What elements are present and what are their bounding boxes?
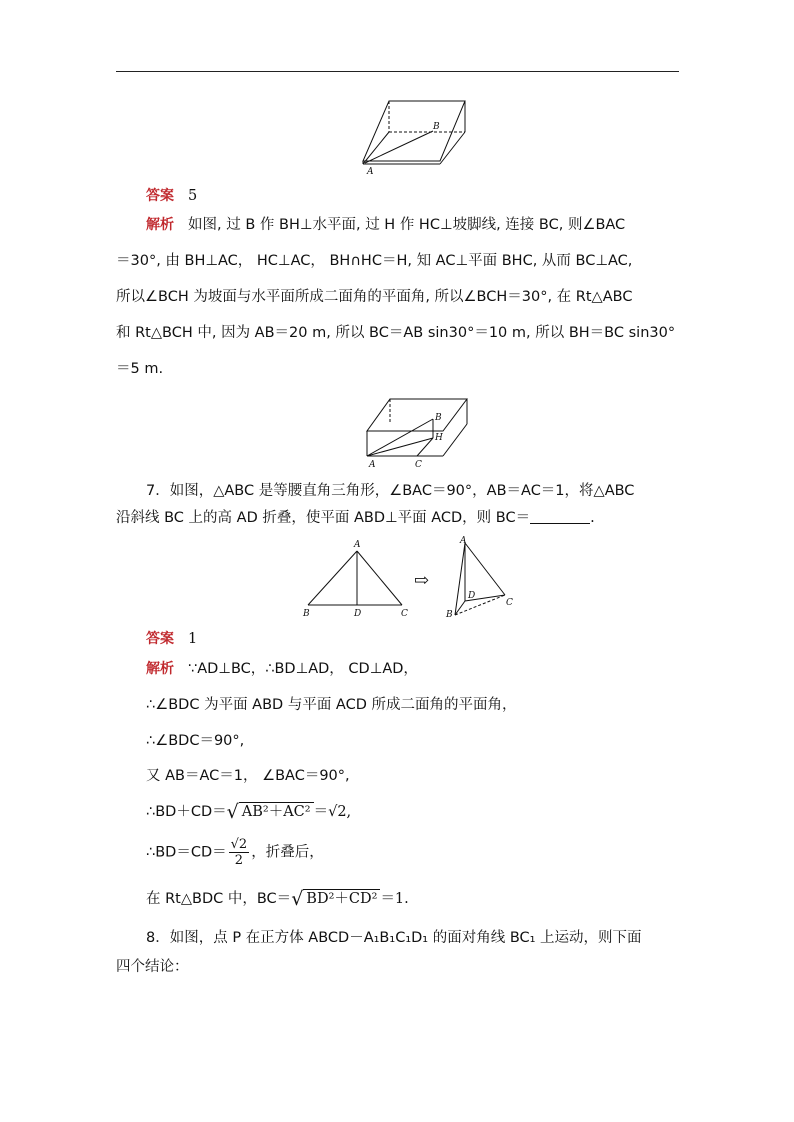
fig4-label-a: A [460,536,467,546]
fig1-label-b: B [433,122,440,132]
fig3-label-b: B [303,609,310,619]
fraction: $\frac{√2}{2}$ [230,837,248,868]
fig2-label-c: C [415,460,422,470]
q7-step-5: ∴BD＋CD＝√ AB²＋AC² ＝√2, [146,801,352,823]
fig4-label-b: B [446,610,453,620]
q6-analysis-line-3: 所以∠BCH 为坡面与水平面所成二面角的平面角, 所以∠BCH＝30°, 在 Rt△ABC [116,289,633,305]
fig2-label-h: H [435,433,443,443]
q6-analysis-line-2: ＝30°, 由 BH⊥AC， HC⊥AC， BH∩HC＝H, 知 AC⊥平面 BHC, 从而 BC⊥AC, [116,253,633,269]
fig4-label-c: C [506,598,513,608]
fig3-label-a: A [354,540,361,550]
q7-answer-line [146,629,197,649]
answer-blank [530,509,590,524]
fig2-label-a: A [369,460,376,470]
q7-answer-label: 答案 [146,631,174,647]
fig4-label-d: D [468,591,476,601]
q8-question-line-1: 8．如图，点 P 在正方体 ABCD－A₁B₁C₁D₁ 的面对角线 BC₁ 上运动，则下面 [146,930,642,946]
q7-step-4: 又 AB＝AC＝1， ∠BAC＝90°, [146,768,350,784]
fold-arrow-icon: ⇨ [414,570,430,591]
q7-step-2: ∴∠BDC 为平面 ABD 与平面 ACD 所成二面角的平面角， [146,697,517,713]
q6-answer-label: 答案 [146,188,174,204]
q7-analysis-label: 解析 [146,661,174,677]
q7-question-line-2: 沿斜线 BC 上的高 AD 折叠，使平面 ABD⊥平面 ACD，则 BC＝ . [116,510,595,526]
q6-answer-line [146,186,197,206]
q6-analysis-line-1: 解析 如图, 过 B 作 BH⊥水平面, 过 H 作 HC⊥坡脚线, 连接 BC, 则∠BAC [146,217,626,233]
header-rule [116,71,679,72]
q7-step-3: ∴∠BDC＝90°, [146,733,245,749]
q7-step-6: ∴BD＝CD＝ $\frac{√2}{2}$ ，折叠后， [146,837,324,868]
q7-answer-value: 1 [188,631,198,647]
slope-figure-1 [355,96,473,176]
q7-analysis-line-1: 解析 ∵AD⊥BC，∴BD⊥AD， CD⊥AD， [146,661,418,677]
fig3-label-d: D [354,609,362,619]
q6-answer-value: 5 [188,188,198,204]
q6-analysis-line-4: 和 Rt△BCH 中, 因为 AB＝20 m, 所以 BC＝AB sin30°＝10 m, 所以 BH＝BC sin30° [116,325,676,341]
q7-question-line-1: 7．如图，△ABC 是等腰直角三角形，∠BAC＝90°，AB＝AC＝1，将△ABC [146,483,635,499]
q7-step-7: 在 Rt△BDC 中，BC＝√ BD²＋CD² ＝1. [146,888,409,910]
q6-analysis-line-5: ＝5 m. [116,361,164,377]
fig3-label-c: C [401,609,408,619]
q6-analysis-label: 解析 [146,217,174,233]
q8-question-line-2: 四个结论： [116,959,189,975]
slope-figure-2 [355,394,475,470]
fig1-label-a: A [367,167,374,176]
fig2-label-b: B [435,413,442,423]
fold-figure [300,533,522,621]
